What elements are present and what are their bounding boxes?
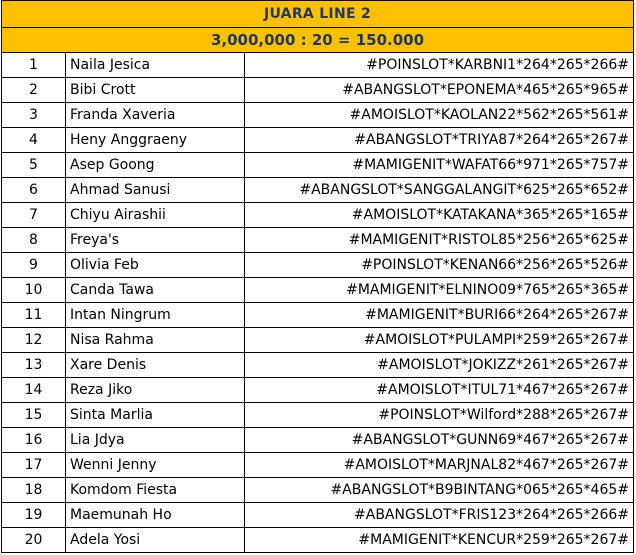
table-row bbox=[2, 178, 634, 203]
table-row bbox=[2, 153, 634, 178]
row-number: 12 bbox=[2, 328, 66, 353]
row-number: 13 bbox=[2, 353, 66, 378]
winner-code: #ABANGSLOT*SANGGALANGIT*625*265*652# bbox=[245, 178, 634, 203]
row-number: 4 bbox=[2, 128, 66, 153]
winner-name: Komdom Fiesta bbox=[66, 478, 245, 503]
row-number: 17 bbox=[2, 453, 66, 478]
winner-name: Canda Tawa bbox=[66, 278, 245, 303]
title-row bbox=[2, 1, 634, 28]
winners-table bbox=[1, 0, 634, 553]
winner-name: Olivia Feb bbox=[66, 253, 245, 278]
table-row bbox=[2, 103, 634, 128]
table-row bbox=[2, 228, 634, 253]
row-number: 18 bbox=[2, 478, 66, 503]
table-row bbox=[2, 78, 634, 103]
winner-code: #ABANGSLOT*EPONEMA*465*265*965# bbox=[245, 78, 634, 103]
winner-code: #POINSLOT*Wilford*288*265*267# bbox=[245, 403, 634, 428]
winner-name: Heny Anggraeny bbox=[66, 128, 245, 153]
winner-name: Chiyu Airashii bbox=[66, 203, 245, 228]
winner-code: #POINSLOT*KARBNI1*264*265*266# bbox=[245, 53, 634, 78]
row-number: 20 bbox=[2, 528, 66, 553]
winner-code: #AMOISLOT*KATAKANA*365*265*165# bbox=[245, 203, 634, 228]
winner-code: #MAMIGENIT*RISTOL85*256*265*625# bbox=[245, 228, 634, 253]
row-number: 15 bbox=[2, 403, 66, 428]
winners-table-body bbox=[2, 1, 634, 553]
prize-formula: 3,000,000 : 20 = 150.000 bbox=[2, 28, 634, 53]
winner-code: #MAMIGENIT*BURI66*264*265*267# bbox=[245, 303, 634, 328]
winner-name: Bibi Crott bbox=[66, 78, 245, 103]
row-number: 1 bbox=[2, 53, 66, 78]
winner-name: Asep Goong bbox=[66, 153, 245, 178]
row-number: 10 bbox=[2, 278, 66, 303]
table-row bbox=[2, 353, 634, 378]
table-row bbox=[2, 528, 634, 553]
row-number: 7 bbox=[2, 203, 66, 228]
winner-name: Intan Ningrum bbox=[66, 303, 245, 328]
winner-name: Franda Xaveria bbox=[66, 103, 245, 128]
table-row bbox=[2, 303, 634, 328]
winner-code: #MAMIGENIT*ELNINO09*765*265*365# bbox=[245, 278, 634, 303]
winner-code: #AMOISLOT*MARJNAL82*467*265*267# bbox=[245, 453, 634, 478]
table-row bbox=[2, 203, 634, 228]
row-number: 19 bbox=[2, 503, 66, 528]
table-row bbox=[2, 328, 634, 353]
table-row bbox=[2, 53, 634, 78]
winner-name: Maemunah Ho bbox=[66, 503, 245, 528]
winner-name: Nisa Rahma bbox=[66, 328, 245, 353]
table-row bbox=[2, 428, 634, 453]
winner-code: #AMOISLOT*ITUL71*467*265*267# bbox=[245, 378, 634, 403]
row-number: 2 bbox=[2, 78, 66, 103]
winner-name: Naila Jesica bbox=[66, 53, 245, 78]
winner-name: Reza Jiko bbox=[66, 378, 245, 403]
winner-code: #POINSLOT*KENAN66*256*265*526# bbox=[245, 253, 634, 278]
table-row bbox=[2, 453, 634, 478]
row-number: 11 bbox=[2, 303, 66, 328]
table-row bbox=[2, 503, 634, 528]
winner-name: Freya's bbox=[66, 228, 245, 253]
winner-name: Xare Denis bbox=[66, 353, 245, 378]
row-number: 16 bbox=[2, 428, 66, 453]
table-row bbox=[2, 403, 634, 428]
winner-code: #MAMIGENIT*KENCUR*259*265*267# bbox=[245, 528, 634, 553]
winner-name: Ahmad Sanusi bbox=[66, 178, 245, 203]
table-row bbox=[2, 378, 634, 403]
winner-code: #ABANGSLOT*TRIYA87*264*265*267# bbox=[245, 128, 634, 153]
table-row bbox=[2, 478, 634, 503]
winner-code: #AMOISLOT*KAOLAN22*562*265*561# bbox=[245, 103, 634, 128]
winner-name: Lia Jdya bbox=[66, 428, 245, 453]
winner-name: Sinta Marlia bbox=[66, 403, 245, 428]
subtitle-row bbox=[2, 28, 634, 53]
row-number: 9 bbox=[2, 253, 66, 278]
row-number: 8 bbox=[2, 228, 66, 253]
winner-code: #MAMIGENIT*WAFAT66*971*265*757# bbox=[245, 153, 634, 178]
winner-code: #ABANGSLOT*B9BINTANG*065*265*465# bbox=[245, 478, 634, 503]
table-row bbox=[2, 128, 634, 153]
winner-code: #AMOISLOT*PULAMPI*259*265*267# bbox=[245, 328, 634, 353]
winner-code: #AMOISLOT*JOKIZZ*261*265*267# bbox=[245, 353, 634, 378]
table-row bbox=[2, 253, 634, 278]
winner-code: #ABANGSLOT*GUNN69*467*265*267# bbox=[245, 428, 634, 453]
row-number: 5 bbox=[2, 153, 66, 178]
table-title: JUARA LINE 2 bbox=[2, 1, 634, 28]
row-number: 3 bbox=[2, 103, 66, 128]
winner-name: Adela Yosi bbox=[66, 528, 245, 553]
winner-code: #ABANGSLOT*FRIS123*264*265*266# bbox=[245, 503, 634, 528]
row-number: 6 bbox=[2, 178, 66, 203]
winner-name: Wenni Jenny bbox=[66, 453, 245, 478]
row-number: 14 bbox=[2, 378, 66, 403]
table-row bbox=[2, 278, 634, 303]
